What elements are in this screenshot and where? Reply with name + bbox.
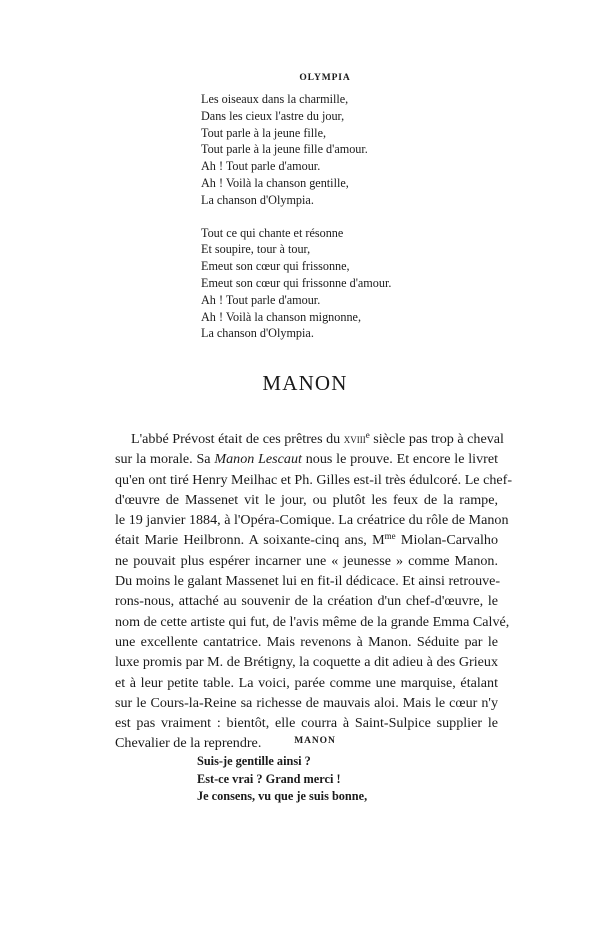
prose-line: une excellente cantatrice. Mais revenons à Manon. Séduite par le xyxy=(115,633,498,650)
prose-line: Chevalier de la reprendre. xyxy=(115,735,262,752)
prose-line: luxe promis par M. de Brétigny, la coquette a dit adieu à des Grieux xyxy=(115,654,498,671)
verse-line: Ah ! Tout parle d'amour. xyxy=(201,292,321,307)
verse-line: Est-ce vrai ? Grand merci ! xyxy=(197,771,341,786)
section-title-manon: MANON xyxy=(262,371,348,395)
prose-line: et à leur petite table. La voici, parée comme une marquise, étalant xyxy=(115,674,498,691)
prose-line: d'œuvre de Massenet vit le jour, ou plutôt les feux de la rampe, xyxy=(115,491,498,508)
verse-line: Tout ce qui chante et résonne xyxy=(201,225,344,240)
prose-line: était Marie Heilbronn. A soixante-cinq ans, $M^{me}$ Miolan-Carvalho xyxy=(115,531,498,549)
verse-line: Et soupire, tour à tour, xyxy=(201,242,311,257)
verse-line: Tout parle à la jeune fille d'amour. xyxy=(201,142,368,157)
verse-line: Emeut son cœur qui frissonne d'amour. xyxy=(201,275,392,290)
verse-line: Suis-je gentille ainsi ? xyxy=(197,754,311,768)
verse-line: La chanson d'Olympia. xyxy=(201,192,314,207)
verse-line: Ah ! Voilà la chanson gentille, xyxy=(201,175,349,190)
prose-line: nom de cette artiste qui fut, de l'avis même de la grande Emma Calvé, xyxy=(115,613,510,630)
verse-line: Ah ! Voilà la chanson mignonne, xyxy=(201,309,361,324)
olympia-verse xyxy=(201,91,391,342)
verse-line: La chanson d'Olympia. xyxy=(201,326,314,341)
prose-line: est pas vraiment : bientôt, elle courra à Saint-Sulpice supplier le xyxy=(115,715,498,732)
verse-line: Emeut son cœur qui frissonne, xyxy=(201,259,350,274)
prose-line: rons-nous, attaché au souvenir de la création d'un chef-d'œuvre, le xyxy=(115,593,498,610)
verse-line: Ah ! Tout parle d'amour. xyxy=(201,159,321,174)
verse-line: Les oiseaux dans la charmille, xyxy=(201,92,349,106)
prose-line: Du moins le galant Massenet lui en fit-il dédicace. Et ainsi retrouve- xyxy=(115,573,501,590)
prose-line: le 19 janvier 1884, à l'Opéra-Comique. La créatrice du rôle de Manon xyxy=(115,512,509,529)
manon-verse xyxy=(197,753,367,806)
manon-prose xyxy=(115,429,513,754)
prose-line: L'abbé Prévost était de ces prêtres du xviii$^e$ siècle pas trop à cheval xyxy=(131,430,504,447)
verse-line: Dans les cieux l'astre du jour, xyxy=(201,108,345,123)
speaker-olympia: OLYMPIA xyxy=(299,73,351,83)
prose-line: qu'en ont tiré Henry Meilhac et Ph. Gilles est-il très édulcoré. Le chef- xyxy=(115,471,513,488)
verse-line: Je consens, vu que je suis bonne, xyxy=(197,789,368,803)
prose-line: ne pouvait plus espérer incarner une « jeunesse » comme Manon. xyxy=(115,552,498,569)
speaker-manon: MANON xyxy=(294,736,336,746)
prose-line: sur la morale. Sa Manon Lescaut nous le prouve. Et encore le livret xyxy=(115,451,498,468)
prose-line: sur le Cours-la-Reine sa richesse de mauvais aloi. Mais le cœur n'y xyxy=(115,694,498,711)
verse-line: Tout parle à la jeune fille, xyxy=(201,125,327,140)
